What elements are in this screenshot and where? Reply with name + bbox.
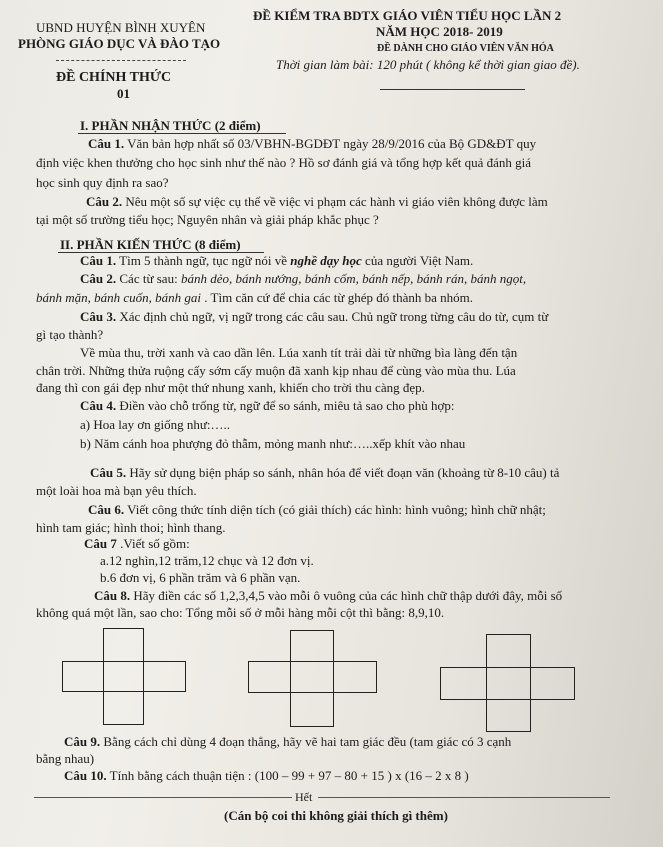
school-year: NĂM HỌC 2018- 2019 bbox=[376, 24, 503, 39]
cross3-right bbox=[530, 667, 575, 700]
p2-q2-label: Câu 2. bbox=[80, 271, 117, 286]
p2-q6-label: Câu 6. bbox=[88, 502, 125, 517]
cross2-right bbox=[333, 661, 377, 693]
p2-question-2 bbox=[80, 271, 526, 287]
p2-q7-option-b: b.6 đơn vị, 6 phần trăm và 6 phần vạn. bbox=[100, 570, 301, 585]
department-name: PHÒNG GIÁO DỤC VÀ ĐÀO TẠO bbox=[18, 36, 221, 51]
p2-q8-line2: không quá một lần, sao cho: Tổng mỗi số ở mỗi hàng mỗi cột thì bằng: 8,9,10. bbox=[36, 605, 445, 620]
cross1-bottom bbox=[103, 691, 144, 725]
p2-q1-text-b: của người Việt Nam. bbox=[361, 253, 474, 268]
p2-q2-words1: bánh dẻo, bánh nướng, bánh cốm, bánh nếp, bánh rán, bánh ngọt, bbox=[180, 271, 527, 286]
p2-question-8 bbox=[94, 588, 562, 604]
p2-question-4 bbox=[80, 398, 454, 414]
cross3-left bbox=[440, 667, 487, 700]
p2-q3-passage-1: Về mùa thu, trời xanh và cao dần lên. Lúa xanh tít trải dài từ những bìa làng đến tận bbox=[80, 345, 518, 360]
p2-question-1 bbox=[80, 253, 473, 269]
p2-question-3 bbox=[80, 309, 548, 325]
part1-heading-underline bbox=[78, 133, 286, 134]
p1-question-1 bbox=[88, 136, 536, 152]
p2-q8-line1: Hãy điền các số 1,2,3,4,5 vào mỗi ô vuông của các hình chữ thập dưới đây, mỗi số bbox=[130, 588, 563, 603]
p2-q8-label: Câu 8. bbox=[94, 588, 131, 603]
end-marker: Hết bbox=[295, 790, 313, 804]
p2-q4-option-b: b) Năm cánh hoa phượng đỏ thẫm, mỏng manh như:…..xếp khít vào nhau bbox=[80, 436, 466, 451]
p2-q9-label: Câu 9. bbox=[64, 734, 101, 749]
cross2-center bbox=[290, 661, 334, 693]
footer-rule-left bbox=[34, 797, 292, 798]
p2-q9-line1: Bằng cách chỉ dùng 4 đoạn thẳng, hãy vẽ hai tam giác đều (tam giác có 3 cạnh bbox=[100, 734, 512, 749]
p2-q1-label: Câu 1. bbox=[80, 253, 117, 268]
p2-q7-label: Câu 7 bbox=[84, 536, 117, 551]
p2-q3-passage-3: đang thì con gái đẹp như một thứ nhung xanh, khiến cho trời thu càng đẹp. bbox=[36, 380, 425, 395]
official-label: ĐỀ CHÍNH THỨC bbox=[56, 70, 172, 85]
p1-question-2 bbox=[86, 194, 548, 210]
exam-code: 01 bbox=[117, 86, 130, 101]
cross3-bottom bbox=[486, 699, 531, 732]
header-divider-right bbox=[380, 89, 525, 90]
header-divider-left bbox=[56, 60, 186, 61]
exam-time: Thời gian làm bài: 120 phút ( không kể thời gian giao đề). bbox=[276, 57, 580, 72]
p1-q2-label: Câu 2. bbox=[86, 194, 123, 209]
p2-q4-label: Câu 4. bbox=[80, 398, 117, 413]
p2-q9-line2: bằng nhau) bbox=[36, 751, 95, 766]
p2-q2-text-b: . Tìm căn cứ để chia các từ ghép đó thành ba nhóm. bbox=[201, 290, 473, 305]
p2-q2-line2 bbox=[36, 290, 473, 306]
exam-target: ĐỀ DÀNH CHO GIÁO VIÊN VĂN HÓA bbox=[377, 43, 554, 54]
p2-q3-passage-2: chân trời. Những thửa ruộng cấy sớm cấy muộn đã xanh kịp nhau để cùng vào mùa thu. Lúa bbox=[36, 363, 516, 378]
p1-q2-line1: Nêu một số sự việc cụ thể về việc vi phạm các hành vi giáo viên không được làm bbox=[122, 194, 548, 209]
p2-q1-text-a: Tìm 5 thành ngữ, tục ngữ nói về bbox=[116, 253, 291, 268]
p1-q2-line2: tại một số trường tiểu học; Nguyên nhân và giải pháp khắc phục ? bbox=[36, 212, 379, 227]
p2-q4-option-a: a) Hoa lay ơn giống như:….. bbox=[80, 417, 231, 432]
part1-heading: I. PHẦN NHẬN THỨC (2 điểm) bbox=[80, 118, 261, 133]
p2-q5-line2: một loài hoa mà bạn yêu thích. bbox=[36, 483, 197, 498]
p2-q6-line2: hình tam giác; hình thoi; hình thang. bbox=[36, 520, 226, 535]
p2-q3-label: Câu 3. bbox=[80, 309, 117, 324]
p1-q1-line2: định việc khen thưởng cho học sinh như thế nào ? Hồ sơ đánh giá và tổng hợp kết quả đánh giá bbox=[36, 155, 532, 170]
p2-q10-text: Tính bằng cách thuận tiện : (100 – 99 + 97 – 80 + 15 ) x (16 – 2 x 8 ) bbox=[106, 768, 469, 783]
p1-q1-label: Câu 1. bbox=[88, 136, 125, 151]
p2-q5-line1: Hãy sử dụng biện pháp so sánh, nhân hóa để viết đoạn văn (khoảng từ 8-10 câu) tả bbox=[126, 465, 560, 480]
exam-title: ĐỀ KIỂM TRA BDTX GIÁO VIÊN TIỂU HỌC LẦN 2 bbox=[253, 8, 562, 23]
p2-q2-words2: bánh mặn, bánh cuốn, bánh gai bbox=[36, 290, 202, 305]
p2-q4-text: Điền vào chỗ trống từ, ngữ để so sánh, miêu tả sao cho phù hợp: bbox=[116, 398, 455, 413]
p1-q1-line1: Văn bản hợp nhất số 03/VBHN-BGDĐT ngày 28/9/2016 của Bộ GD&ĐT quy bbox=[124, 136, 537, 151]
footer-rule-right bbox=[318, 797, 610, 798]
p2-q7-option-a: a.12 nghìn,12 trăm,12 chục và 12 đơn vị. bbox=[100, 553, 314, 568]
p2-q10-label: Câu 10. bbox=[64, 768, 107, 783]
proctor-note: (Cán bộ coi thi không giải thích gì thêm) bbox=[224, 808, 448, 823]
cross2-top bbox=[290, 630, 334, 662]
p2-q2-text-a: Các từ sau: bbox=[116, 271, 181, 286]
p2-q5-label: Câu 5. bbox=[90, 465, 127, 480]
p2-q6-line1: Viết công thức tính diện tích (có giải thích) các hình: hình vuông; hình chữ nhật; bbox=[124, 502, 546, 517]
p2-q3-line2: gì tạo thành? bbox=[36, 327, 104, 342]
cross3-top bbox=[486, 634, 531, 668]
cross2-bottom bbox=[290, 692, 334, 727]
cross1-left bbox=[62, 661, 104, 692]
p2-question-10 bbox=[64, 768, 469, 784]
p2-question-7 bbox=[84, 536, 190, 552]
cross1-right bbox=[143, 661, 186, 692]
p2-question-6 bbox=[88, 502, 546, 518]
cross1-center bbox=[103, 661, 144, 692]
part2-heading: II. PHẦN KIẾN THỨC (8 điểm) bbox=[60, 237, 241, 252]
p2-q1-emphasis: nghề dạy học bbox=[290, 253, 362, 268]
cross2-left bbox=[248, 661, 291, 693]
p2-question-5 bbox=[90, 465, 559, 481]
cross3-center bbox=[486, 667, 531, 700]
p1-q1-line3: học sinh quy định ra sao? bbox=[36, 175, 169, 190]
p2-q3-line1: Xác định chủ ngữ, vị ngữ trong các câu sau. Chủ ngữ trong từng câu do từ, cụm từ bbox=[116, 309, 549, 324]
p2-question-9 bbox=[64, 734, 511, 750]
p2-q7-text: .Viết số gồm: bbox=[116, 536, 190, 551]
district-name: UBND HUYỆN BÌNH XUYÊN bbox=[36, 20, 206, 35]
cross1-top bbox=[103, 628, 144, 662]
